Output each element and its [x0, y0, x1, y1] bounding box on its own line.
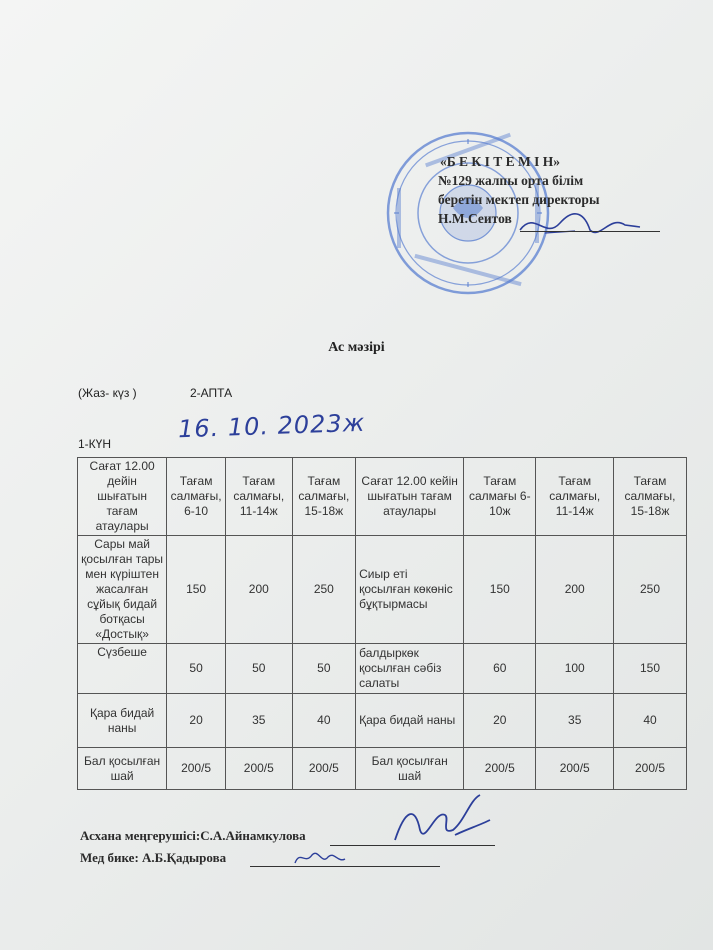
table-cell: 20: [464, 694, 536, 748]
table-cell: 50: [225, 644, 292, 694]
header-cell: Тағам салмағы, 11-14ж: [225, 458, 292, 536]
table-cell: 20: [167, 694, 226, 748]
table-cell: 150: [614, 644, 687, 694]
table-cell: Сары май қосылған тары мен күріштен жасалған сұйық бидай ботқасы «Достық»: [78, 536, 167, 644]
table-cell: 150: [167, 536, 226, 644]
table-cell: Қара бидай наны: [78, 694, 167, 748]
table-row: [78, 536, 687, 644]
table-cell: 60: [464, 644, 536, 694]
table-cell: 200/5: [292, 748, 355, 790]
table-cell: 250: [614, 536, 687, 644]
header-cell: Тағам салмағы, 15-18ж: [614, 458, 687, 536]
header-cell: Сағат 12.00 дейін шығатын тағам атаулары: [78, 458, 167, 536]
header-cell: Тағам салмағы, 11-14ж: [536, 458, 614, 536]
table-cell: балдыркөк қосылған сәбіз салаты: [356, 644, 464, 694]
approval-title: «Б Е К І Т Е М І Н»: [440, 154, 560, 169]
table-header-row: [78, 458, 687, 536]
table-cell: Бал қосылған шай: [78, 748, 167, 790]
season-label: (Жаз- күз ): [78, 386, 137, 400]
menu-title: Ас мәзірі: [328, 340, 385, 355]
table-row: [78, 694, 687, 748]
table-cell: Сүзбеше: [78, 644, 167, 694]
table-cell: 200/5: [167, 748, 226, 790]
table-cell: 200: [225, 536, 292, 644]
table-cell: 50: [292, 644, 355, 694]
approval-line-3: Н.М.Сеитов: [438, 211, 512, 226]
table-cell: 40: [292, 694, 355, 748]
nurse-line: Мед бике: А.Б.Қадырова: [80, 850, 227, 865]
table-cell: Қара бидай наны: [356, 694, 464, 748]
nurse-signature: [290, 845, 350, 870]
table-cell: 35: [536, 694, 614, 748]
table-cell: 250: [292, 536, 355, 644]
header-cell: Сағат 12.00 кейін шығатын тағам атаулары: [356, 458, 464, 536]
table-cell: 100: [536, 644, 614, 694]
header-cell: Тағам салмағы, 15-18ж: [292, 458, 355, 536]
handwritten-date: 16. 10. 2023ж: [177, 408, 366, 444]
header-cell: Тағам салмағы, 6-10: [167, 458, 226, 536]
menu-table: [77, 457, 687, 790]
approval-line-1: №129 жалпы орта білім: [438, 173, 584, 188]
table-cell: 200/5: [536, 748, 614, 790]
day-label: 1-КҮН: [78, 437, 111, 451]
table-cell: 150: [464, 536, 536, 644]
table-cell: 50: [167, 644, 226, 694]
kitchen-manager-signature: [385, 790, 495, 850]
table-cell: 200/5: [614, 748, 687, 790]
approval-block: [438, 152, 599, 228]
table-cell: 200/5: [225, 748, 292, 790]
kitchen-manager-line: Асхана меңгерушісі:С.А.Айнамкулова: [80, 828, 306, 843]
table-cell: Сиыр еті қосылған көкөніс бұқтырмасы: [356, 536, 464, 644]
table-row: [78, 748, 687, 790]
table-cell: 40: [614, 694, 687, 748]
header-cell: Тағам салмағы 6-10ж: [464, 458, 536, 536]
director-signature-line: [520, 231, 660, 232]
week-label: 2-АПТА: [190, 386, 233, 400]
table-cell: 35: [225, 694, 292, 748]
table-cell: 200/5: [464, 748, 536, 790]
approval-line-2: беретін мектеп директоры: [438, 192, 600, 207]
table-row: [78, 644, 687, 694]
table-cell: Бал қосылған шай: [356, 748, 464, 790]
table-cell: 200: [536, 536, 614, 644]
